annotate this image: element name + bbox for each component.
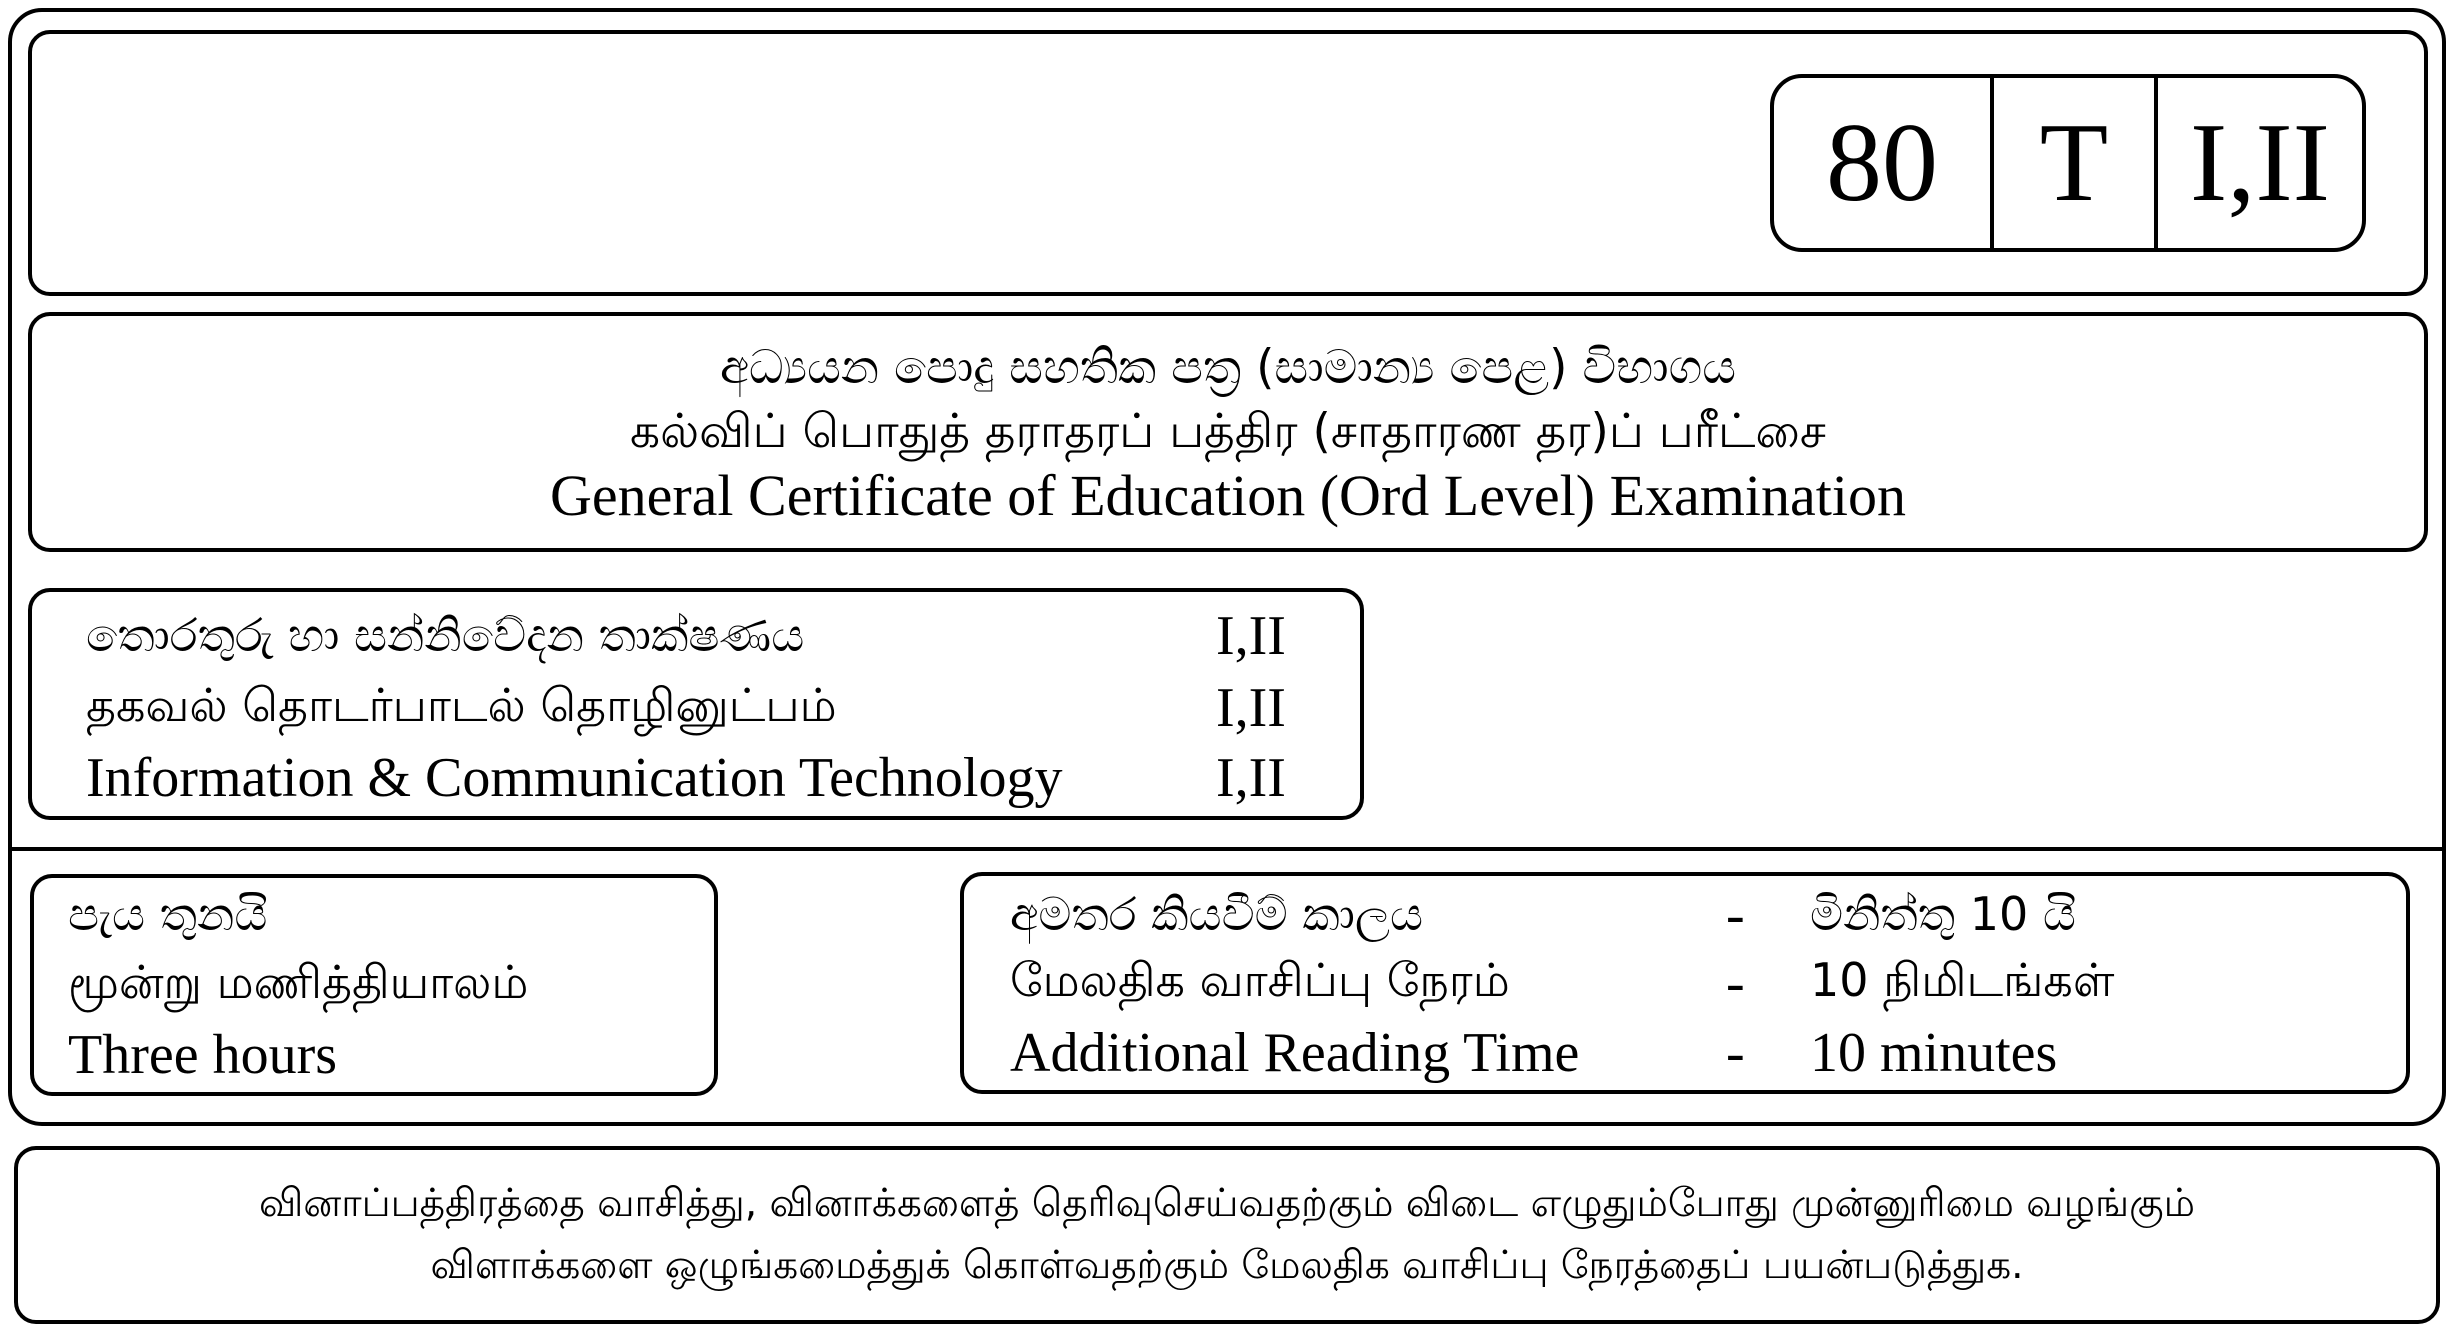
section-divider (8, 847, 2446, 851)
subject-row-sinhala (86, 600, 1286, 672)
instructions-panel (14, 1146, 2440, 1324)
subject-papers-sinhala: I,II (1216, 605, 1286, 667)
reading-value-english: 10 minutes (1810, 1022, 2058, 1084)
instruction-line-1: வினாப்பத்திரத்தை வாசித்து, வினாக்களைத் தெரிவுசெய்வதற்கும் விடை எழுதும்போது முன்னுரிமை வழங்கும் (259, 1181, 2195, 1226)
duration-tamil: மூன்று மணித்தியாலம் (68, 954, 529, 1009)
reading-separator: - (1726, 952, 1745, 1014)
subject-name-tamil: தகவல் தொடர்பாடல் தொழினுட்பம் (86, 677, 837, 732)
subject-row-english (86, 742, 1286, 814)
instruction-line-2: விளாக்களை ஒழுங்கமைத்துக் கொள்வதற்கும் மேலதிக வாசிப்பு நேரத்தைப் பயன்படுத்துக. (430, 1243, 2024, 1288)
reading-row-english (1010, 1018, 2390, 1088)
reading-value-sinhala: මිනිත්තු 10 යි (1810, 887, 2076, 941)
reading-label-sinhala: අමතර කියවීම් කාලය (1010, 887, 1424, 941)
exam-title-sinhala: අධ්‍යයන පොදු සහතික පත්‍ර (සාමාන්‍ය පෙළ) විභාගය (719, 340, 1737, 395)
paper-numbers: I,II (2190, 101, 2330, 225)
subject-number: 80 (1774, 78, 1994, 248)
exam-title-english: General Certificate of Education (Ord Level) Examination (550, 463, 1906, 528)
duration-sinhala: පැය තුනයි (68, 887, 268, 941)
subject-name-sinhala: තොරතුරු හා සන්නිවේදන තාක්ෂණය (86, 608, 805, 662)
exam-title-panel (28, 312, 2428, 552)
exam-title-tamil: கல்விப் பொதுத் தராதரப் பத்திர (சாதாரண தர)ப் பரீட்சை (630, 404, 1826, 459)
subject-name-english: Information & Communication Technology (86, 747, 1063, 809)
paper-code-box (1770, 74, 2366, 252)
reading-value-tamil: 10 நிமிடங்கள் (1810, 952, 2115, 1007)
reading-time-panel (960, 872, 2410, 1094)
duration-panel (30, 874, 718, 1096)
reading-label-english: Additional Reading Time (1010, 1022, 1580, 1084)
reading-label-tamil: மேலதிக வாசிப்பு நேரம் (1010, 952, 1510, 1007)
subject-row-tamil (86, 672, 1286, 744)
subject-papers-english: I,II (1216, 747, 1286, 809)
medium-code: T (1994, 78, 2158, 248)
duration-english: Three hours (68, 1024, 338, 1086)
subject-papers-tamil: I,II (1216, 677, 1286, 739)
reading-row-sinhala (1010, 880, 2390, 950)
reading-row-tamil (1010, 948, 2390, 1018)
reading-separator: - (1726, 1022, 1745, 1084)
subject-panel (28, 588, 1364, 820)
reading-separator: - (1726, 884, 1745, 946)
